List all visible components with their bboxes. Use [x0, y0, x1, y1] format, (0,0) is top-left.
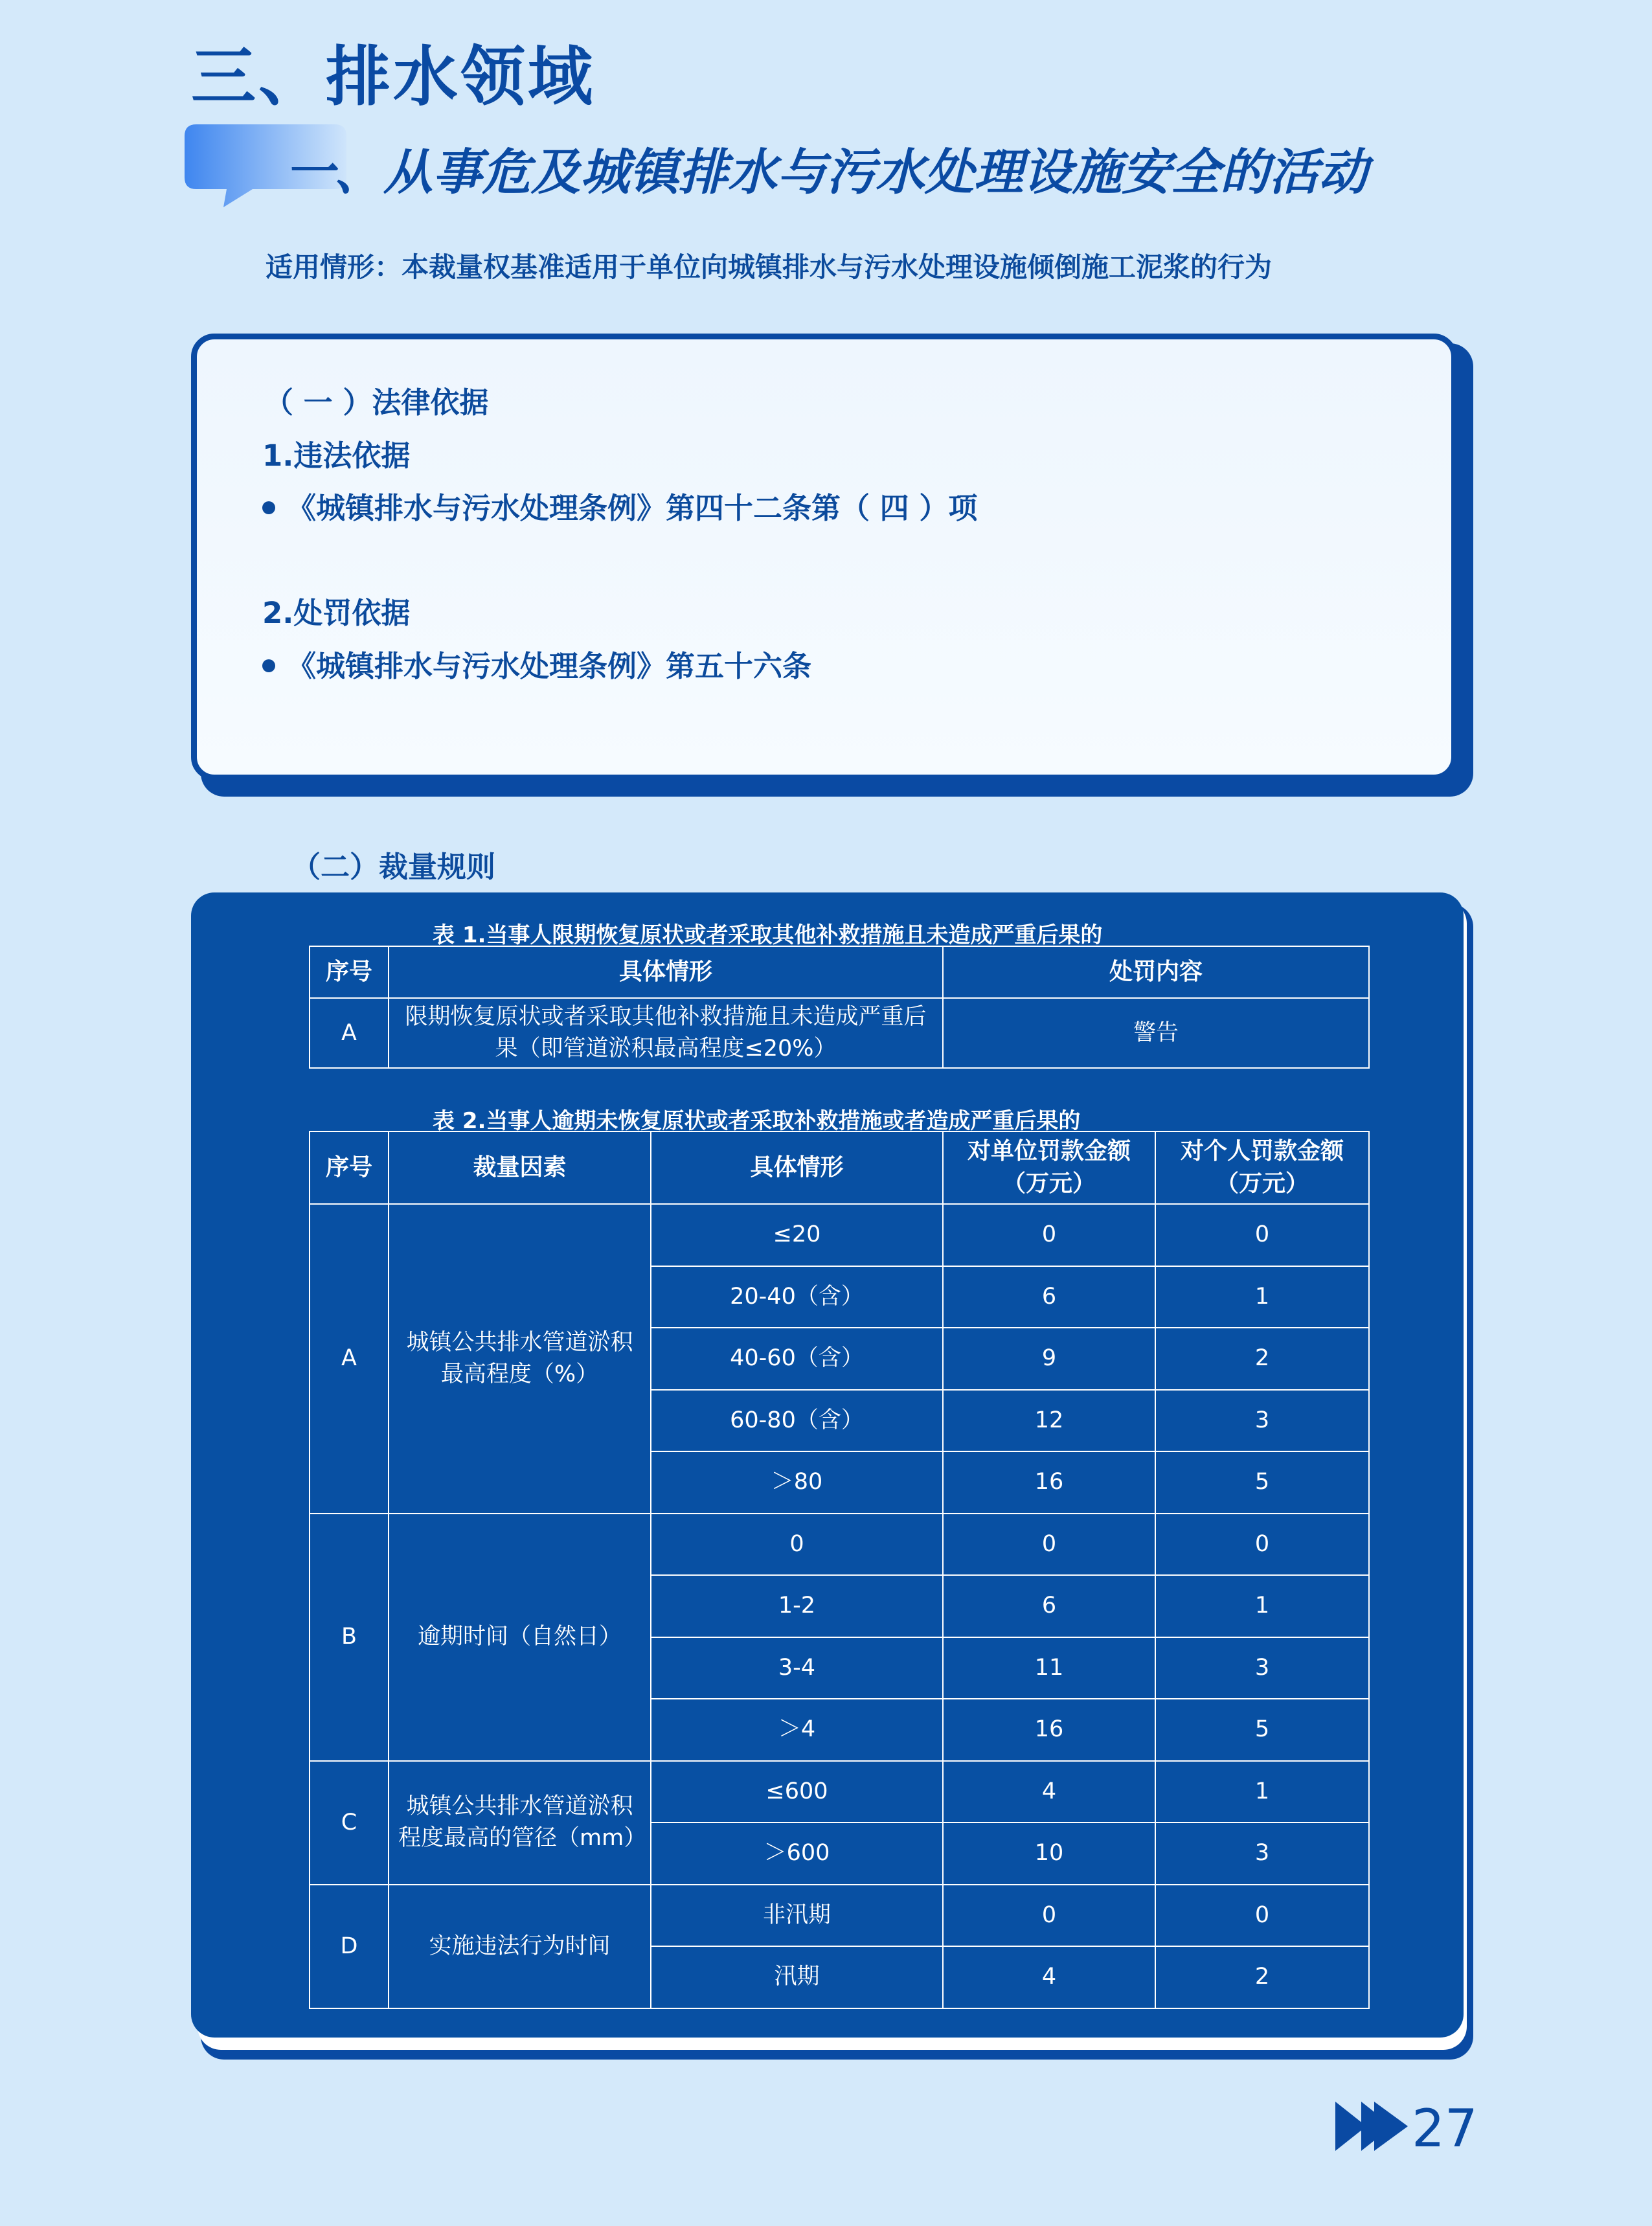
table1-caption: 表 1.当事人限期恢复原状或者采取其他补救措施且未造成严重后果的: [433, 922, 1103, 948]
bullet-icon: [262, 501, 275, 514]
row-unit-fine: 4: [943, 1946, 1155, 2008]
table2-body: [310, 1204, 1369, 2008]
page-number: 27: [1412, 2098, 1478, 2159]
row-person-fine: 0: [1155, 1885, 1369, 1947]
group-factor: [389, 1204, 651, 1514]
row-situation: ＞80: [651, 1451, 943, 1514]
row-situation: 20-40（含）: [651, 1266, 943, 1328]
row-situation: [389, 998, 943, 1068]
row-person-fine: 5: [1155, 1451, 1369, 1514]
row-situation: ≤20: [651, 1204, 943, 1266]
row-situation: 3-4: [651, 1637, 943, 1699]
row-unit-fine: 6: [943, 1266, 1155, 1328]
header-line: 对单位罚款金额: [967, 1137, 1131, 1164]
group-id: C: [310, 1761, 389, 1885]
row-situation: ≤600: [651, 1761, 943, 1823]
header-line: 对个人罚款金额: [1180, 1137, 1344, 1164]
header-line: （万元）: [1002, 1170, 1096, 1197]
factor-line: 程度最高的管径（mm）: [398, 1825, 647, 1851]
table-row: [310, 1885, 1369, 1947]
row-unit-fine: 0: [943, 1204, 1155, 1266]
situation-line: 限期恢复原状或者采取其他补救措施且未造成严重后: [405, 1004, 927, 1030]
row-unit-fine: 16: [943, 1699, 1155, 1761]
group-factor: [389, 1885, 651, 2008]
double-chevron-right-icon: [1335, 2102, 1408, 2151]
table-row: [310, 1204, 1369, 1266]
row-person-fine: 1: [1155, 1266, 1369, 1328]
row-person-fine: 3: [1155, 1637, 1369, 1699]
row-unit-fine: 6: [943, 1575, 1155, 1637]
row-situation: 60-80（含）: [651, 1390, 943, 1452]
row-unit-fine: 12: [943, 1390, 1155, 1452]
row-person-fine: 5: [1155, 1699, 1369, 1761]
group-factor: [389, 1514, 651, 1761]
table-row: [310, 1514, 1369, 1576]
row-situation: 0: [651, 1514, 943, 1576]
factor-line: 实施违法行为时间: [429, 1933, 611, 1959]
col-header-situation: 具体情形: [651, 1131, 943, 1204]
table-header-row: [310, 1131, 1369, 1204]
violation-basis-heading: 1.违法依据: [262, 438, 411, 473]
factor-line: 城镇公共排水管道淤积: [406, 1329, 633, 1356]
legal-basis-heading: （ 一 ）法律依据: [264, 385, 489, 420]
table2-caption: 表 2.当事人逾期未恢复原状或者采取补救措施或者造成严重后果的: [433, 1108, 1081, 1134]
row-person-fine: 3: [1155, 1823, 1369, 1885]
row-person-fine: 2: [1155, 1328, 1369, 1390]
row-situation: ＞600: [651, 1823, 943, 1885]
header-line: （万元）: [1215, 1170, 1309, 1197]
row-person-fine: 0: [1155, 1204, 1369, 1266]
group-id: B: [310, 1514, 389, 1761]
col-header-factor: 裁量因素: [389, 1131, 651, 1204]
table2: [309, 1131, 1370, 2009]
penalty-basis-item: [262, 642, 811, 685]
col-header-id: 序号: [310, 946, 389, 998]
bullet-icon: [262, 659, 275, 672]
situation-line: 果（即管道淤积最高程度≤20%）: [495, 1036, 837, 1062]
row-id: A: [310, 998, 389, 1068]
group-id: D: [310, 1885, 389, 2008]
row-person-fine: 1: [1155, 1761, 1369, 1823]
row-penalty: 警告: [943, 998, 1369, 1068]
table-row: [310, 998, 1369, 1068]
row-situation: 非汛期: [651, 1885, 943, 1947]
factor-line: 逾期时间（自然日）: [417, 1624, 622, 1650]
row-situation: 汛期: [651, 1946, 943, 2008]
row-unit-fine: 11: [943, 1637, 1155, 1699]
row-person-fine: 3: [1155, 1390, 1369, 1452]
col-header-unit-fine: [943, 1131, 1155, 1204]
row-unit-fine: 0: [943, 1514, 1155, 1576]
table-row: [310, 1761, 1369, 1823]
group-id: A: [310, 1204, 389, 1514]
row-person-fine: 2: [1155, 1946, 1369, 2008]
row-situation: ＞4: [651, 1699, 943, 1761]
table-header-row: [310, 946, 1369, 998]
row-situation: 1-2: [651, 1575, 943, 1637]
applicability-text: 适用情形：本裁量权基准适用于单位向城镇排水与污水处理设施倾倒施工泥浆的行为: [266, 251, 1273, 283]
row-unit-fine: 4: [943, 1761, 1155, 1823]
row-unit-fine: 9: [943, 1328, 1155, 1390]
group-factor: [389, 1761, 651, 1885]
col-header-penalty: 处罚内容: [943, 946, 1369, 998]
factor-line: 最高程度（%）: [440, 1361, 599, 1387]
factor-line: 城镇公共排水管道淤积: [406, 1793, 633, 1819]
col-header-id: 序号: [310, 1131, 389, 1204]
row-person-fine: 0: [1155, 1514, 1369, 1576]
section-title: 三、排水领域: [191, 39, 595, 115]
penalty-basis-heading: 2.处罚依据: [262, 596, 411, 630]
rules-heading: （二）裁量规则: [291, 850, 496, 884]
row-unit-fine: 10: [943, 1823, 1155, 1885]
violation-basis-text: 《城镇排水与污水处理条例》第四十二条第（ 四 ）项: [287, 491, 978, 525]
violation-basis-item: [262, 484, 977, 527]
sub-title: 一、从事危及城镇排水与污水处理设施安全的活动: [285, 143, 1368, 201]
table1: [309, 946, 1370, 1069]
penalty-basis-text: 《城镇排水与污水处理条例》第五十六条: [287, 649, 812, 683]
row-situation: 40-60（含）: [651, 1328, 943, 1390]
row-unit-fine: 16: [943, 1451, 1155, 1514]
col-header-situation: 具体情形: [389, 946, 943, 998]
row-unit-fine: 0: [943, 1885, 1155, 1947]
row-person-fine: 1: [1155, 1575, 1369, 1637]
col-header-person-fine: [1155, 1131, 1369, 1204]
